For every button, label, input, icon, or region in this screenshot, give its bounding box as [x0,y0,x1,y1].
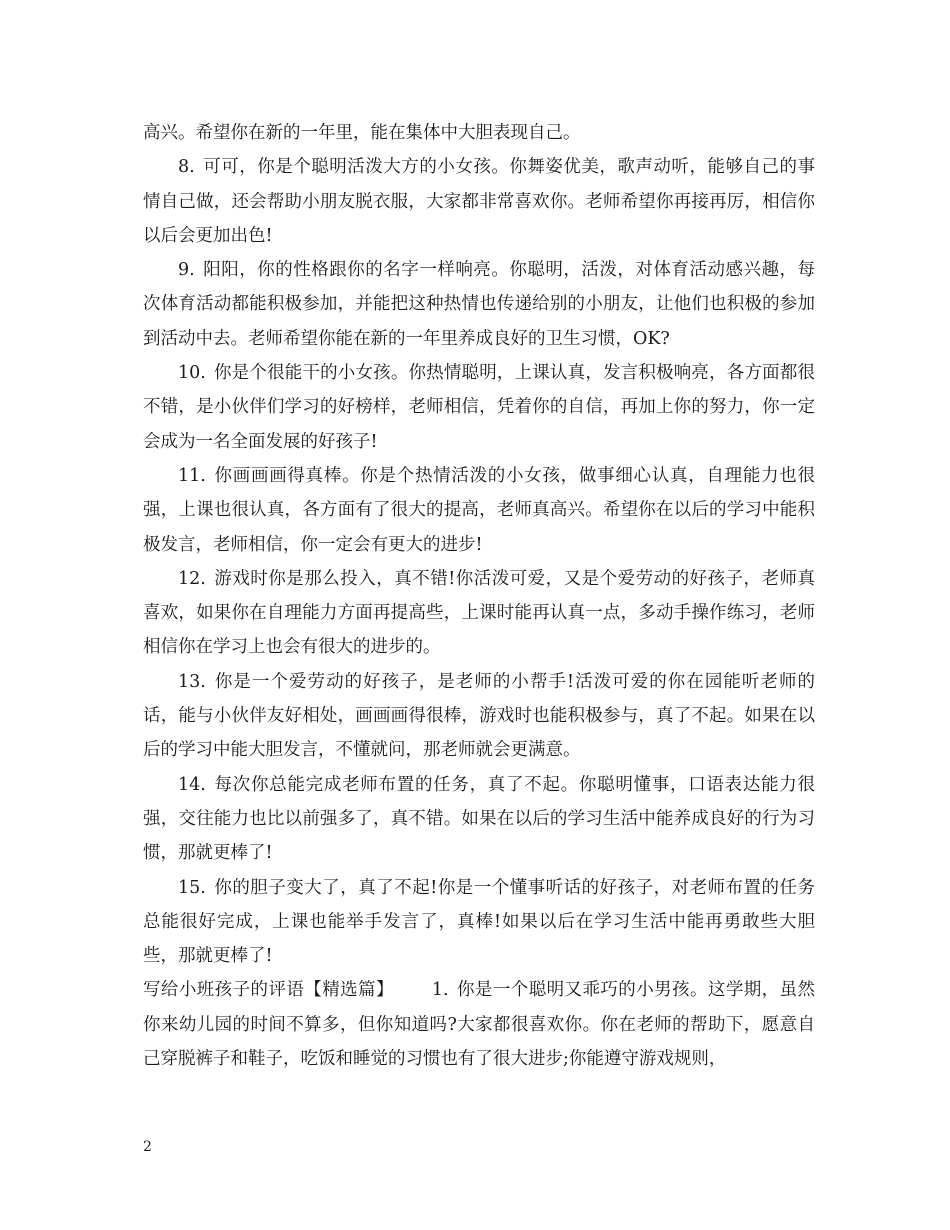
comment-paragraph-11 [143,459,815,562]
comment-paragraph-8 [143,150,815,253]
paragraph-number: 13. [178,671,206,692]
paragraph-continuation [143,116,815,150]
paragraph-number: 10. [178,363,206,384]
paragraph-number: 9. [178,260,195,281]
page-number: 2 [143,1139,152,1155]
comment-paragraph-9 [143,253,815,356]
section-paragraph [143,973,815,1076]
paragraph-number: 8. [178,157,195,178]
paragraph-number: 15. [178,877,206,898]
comment-paragraph-15 [143,871,815,974]
paragraph-number: 12. [178,568,206,589]
paragraph-text: 高兴。希望你在新的一年里，能在集体中大胆表现自己。 [143,123,581,143]
paragraph-number: 14. [178,774,206,795]
paragraph-text: 你是个很能干的小女孩。你热情聪明，上课认真，发言积极响亮，各方面都很不错，是小伙伴们学习的好榜样，老师相信，凭着你的自信，再加上你的努力，你一定会成为一名全面发展的好孩子! [143,363,815,452]
paragraph-text: 可可，你是个聪明活泼大方的小女孩。你舞姿优美，歌声动听，能够自己的事情自己做，还会帮助小朋友脱衣服，大家都非常喜欢你。老师希望你再接再厉，相信你以后会更加出色! [143,157,815,246]
comment-paragraph-12 [143,562,815,665]
document-body [143,116,815,1076]
paragraph-number: 11. [178,465,206,486]
paragraph-text: 你是一个爱劳动的好孩子，是老师的小帮手!活泼可爱的你在园能听老师的话，能与小伙伴友好相处，画画画得很棒，游戏时也能积极参与，真了不起。如果在以后的学习中能大胆发言，不懂就问，那老师就会更满意。 [143,671,815,761]
paragraph-number: 1. [431,980,449,1001]
comment-paragraph-10 [143,356,815,459]
paragraph-text: 游戏时你是那么投入，真不错!你活泼可爱，又是个爱劳动的好孩子，老师真喜欢，如果你在自理能力方面再提高些，上课时能再认真一点，多动手操作练习，老师相信你在学习上也会有很大的进步的。 [143,568,815,658]
paragraph-text: 每次你总能完成老师布置的任务，真了不起。你聪明懂事，口语表达能力很强，交往能力也比以前强多了，真不错。如果在以后的学习生活中能养成良好的行为习惯，那就更棒了! [143,774,815,864]
section-heading: 写给小班孩子的评语【精选篇】 [143,980,394,1001]
paragraph-text: 阳阳，你的性格跟你的名字一样响亮。你聪明，活泼，对体育活动感兴趣，每次体育活动都能积极参加，并能把这种热情也传递给别的小朋友，让他们也积极的参加到活动中去。老师希望你能在新的一年里养成良好的卫生习惯，OK? [143,260,815,349]
comment-paragraph-14 [143,768,815,871]
paragraph-text: 你的胆子变大了，真了不起!你是一个懂事听话的好孩子，对老师布置的任务总能很好完成，上课也能举手发言了，真棒!如果以后在学习生活中能再勇敢些大胆些，那就更棒了! [143,877,815,967]
paragraph-text: 你画画画得真棒。你是个热情活泼的小女孩，做事细心认真，自理能力也很强，上课也很认真，各方面有了很大的提高，老师真高兴。希望你在以后的学习中能积极发言，老师相信，你一定会有更大的进步! [143,465,815,555]
comment-paragraph-13 [143,665,815,768]
paragraph-text: 你是一个聪明又乖巧的小男孩。这学期，虽然你来幼儿园的时间不算多，但你知道吗?大家都很喜欢你。你在老师的帮助下，愿意自己穿脱裤子和鞋子，吃饭和睡觉的习惯也有了很大进步;你能遵守游戏规则， [143,980,816,1070]
